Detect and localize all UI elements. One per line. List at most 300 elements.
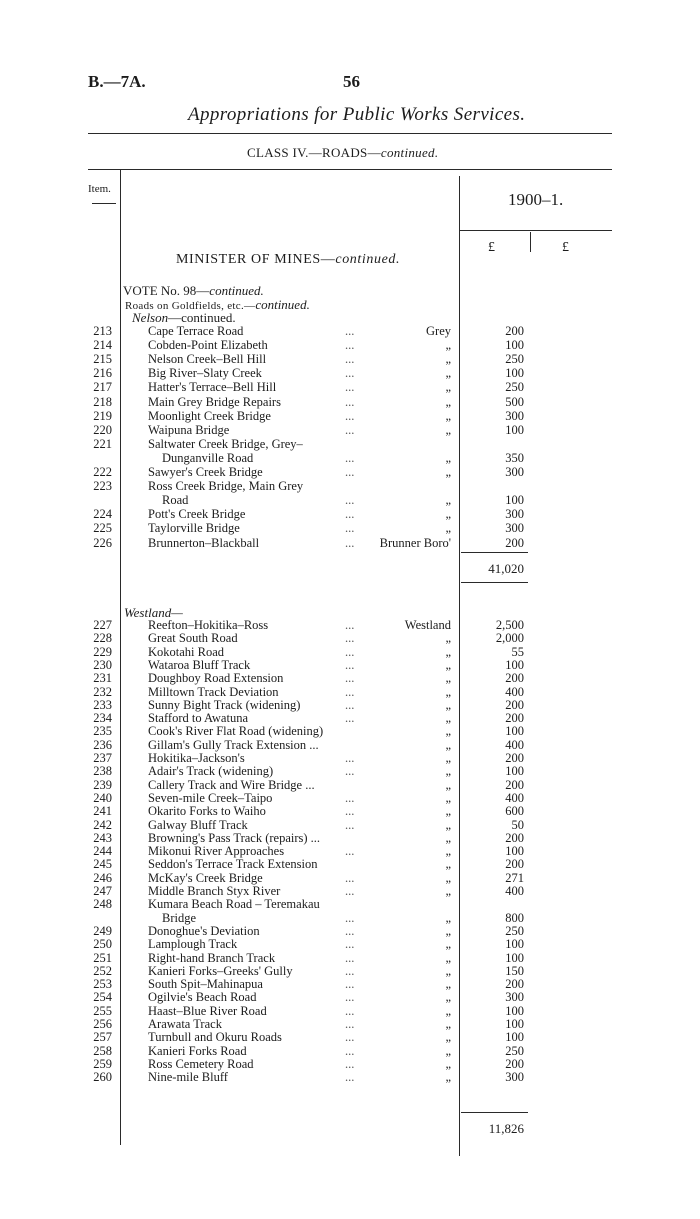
table-row [0,858,700,871]
table-row [0,832,700,845]
leader-dots: ... [345,870,355,885]
item-amount: 55 [511,644,524,659]
item-number: 235 [93,724,112,739]
item-amount: 200 [505,777,524,792]
leader-dots: ... [345,352,355,367]
item-name: Donoghue's Deviation [148,923,260,938]
item-amount: 100 [505,338,524,353]
item-name: Stafford to Awatuna [148,711,248,726]
table-row [0,885,700,898]
westland-subheading: Westland— [124,605,183,620]
item-name: Nelson Creek–Bell Hill [148,352,267,367]
nelson-total: 41,020 [488,561,524,576]
item-number: 239 [93,777,112,792]
item-amount: 100 [505,1030,524,1045]
item-location: „ [445,937,451,952]
item-name: Lamplough Track [148,937,238,952]
table-row [0,508,700,521]
item-number: 214 [93,338,112,353]
item-name: Hokitika–Jackson's [148,751,245,765]
item-amount: 200 [505,535,524,550]
item-amount: 300 [505,507,524,522]
item-amount: 350 [505,450,524,465]
table-row [0,619,700,632]
item-location: Brunner Boro' [379,535,451,550]
section-heading-cont: continued. [335,252,401,267]
table-row [0,991,700,1004]
item-location: „ [445,963,451,978]
item-location: „ [445,990,451,1005]
item-location: „ [445,950,451,965]
item-name: McKay's Creek Bridge [148,870,263,885]
vote-heading-cont: continued. [209,283,264,298]
item-name: Kanieri Forks–Greeks' Gully [148,963,293,978]
item-name: Middle Branch Styx River [148,884,281,898]
item-number: 226 [93,535,112,550]
item-name: Saltwater Creek Bridge, Grey– [148,436,303,451]
item-number: 228 [93,631,112,646]
item-amount: 100 [505,724,524,739]
leader-dots: ... [345,884,355,898]
item-name: Cape Terrace Road [148,324,244,338]
table-row [0,819,700,832]
item-amount: 200 [505,857,524,872]
item-location: „ [445,977,451,992]
roads-heading-main: Roads on Goldfields, etc.— [125,300,256,312]
leader-dots: ... [345,493,355,508]
leader-dots: ... [345,817,355,832]
table-row [0,424,700,437]
item-location: „ [445,857,451,872]
leader-dots: ... [345,910,355,925]
leader-dots: ... [345,521,355,536]
item-name: Browning's Pass Track (repairs) ... [148,830,321,845]
table-row [0,1045,700,1058]
leader-dots: ... [345,990,355,1005]
item-number: 252 [93,963,112,978]
item-number: 259 [93,1056,112,1071]
leader-dots: ... [345,507,355,522]
leader-dots: ... [345,644,355,659]
leader-dots: ... [345,711,355,726]
page-title: Appropriations for Public Works Services. [188,104,526,125]
item-location: „ [445,870,451,885]
leader-dots: ... [345,923,355,938]
item-number: 242 [93,817,112,832]
item-amount: 500 [505,394,524,409]
table-row [0,672,700,685]
item-location: „ [445,777,451,792]
leader-dots: ... [345,937,355,952]
leader-dots: ... [345,950,355,965]
item-location: „ [445,804,451,819]
table-row [0,872,700,885]
table-row [0,725,700,738]
item-amount: 200 [505,711,524,726]
table-row [0,438,700,451]
item-number: 254 [93,990,112,1005]
item-number: 219 [93,408,112,423]
item-amount: 200 [505,830,524,845]
item-name: Callery Track and Wire Bridge ... [148,777,315,792]
item-location: „ [445,507,451,522]
item-amount: 300 [505,465,524,479]
leader-dots: ... [345,408,355,423]
item-name: Great South Road [148,631,238,646]
item-amount: 300 [505,1070,524,1085]
item-number: 223 [93,479,112,494]
item-location: Westland [404,618,451,632]
item-name: Sawyer's Creek Bridge [148,465,263,479]
leader-dots: ... [345,394,355,409]
item-name: Okarito Forks to Waiho [148,804,266,819]
leader-dots: ... [345,844,355,859]
item-location: „ [445,671,451,686]
table-row [0,938,700,951]
leader-dots: ... [345,684,355,699]
item-name: Turnbull and Okuru Roads [148,1030,282,1045]
item-number: 255 [93,1003,112,1018]
item-location: „ [445,817,451,832]
leader-dots: ... [345,671,355,686]
item-amount: 100 [505,950,524,965]
item-name: Milltown Track Deviation [148,684,279,699]
item-location: „ [445,684,451,699]
leader-dots: ... [345,977,355,992]
item-amount: 250 [505,1043,524,1058]
item-name: Adair's Track (widening) [148,764,274,779]
item-name: Seddon's Terrace Track Extension [148,857,318,872]
item-amount: 200 [505,1056,524,1071]
table-row [0,712,700,725]
item-column-header: Item. [88,183,111,195]
item-location: „ [445,764,451,779]
item-number: 215 [93,352,112,367]
item-name: Bridge [162,910,197,925]
table-row [0,765,700,778]
table-row [0,452,700,465]
item-number: 257 [93,1030,112,1045]
vote-heading-main: VOTE No. 98— [123,283,210,298]
item-location: „ [445,380,451,395]
item-name: Reefton–Hokitika–Ross [148,618,269,632]
roads-heading-cont: continued. [255,297,310,312]
item-name: Right-hand Branch Track [148,950,276,965]
table-row [0,466,700,479]
page-number: 56 [343,72,360,91]
item-location: „ [445,465,451,479]
item-name: Moonlight Creek Bridge [148,408,271,423]
item-number: 243 [93,830,112,845]
leader-dots: ... [345,324,355,338]
item-name: Nine-mile Bluff [148,1070,228,1085]
item-amount: 271 [505,870,524,885]
year-header-underline [459,230,612,231]
nelson-subheading-main: Nelson [132,310,169,325]
document-code: B.—7A. [88,72,146,91]
item-number: 251 [93,950,112,965]
table-row [0,1018,700,1031]
table-row [0,978,700,991]
item-location: „ [445,697,451,712]
item-location: „ [445,711,451,726]
item-number: 220 [93,422,112,437]
item-number: 217 [93,380,112,395]
item-location: „ [445,657,451,672]
item-amount: 300 [505,521,524,536]
item-amount: 100 [505,764,524,779]
item-amount: 100 [505,493,524,508]
item-name: Gillam's Gully Track Extension ... [148,737,319,752]
table-row [0,494,700,507]
table-row [0,522,700,535]
item-name: Taylorville Bridge [148,521,240,536]
item-amount: 2,000 [495,631,524,646]
table-row [0,537,700,550]
item-number: 234 [93,711,112,726]
item-number: 229 [93,644,112,659]
item-location: „ [445,751,451,765]
leader-dots: ... [345,631,355,646]
item-location: „ [445,450,451,465]
amount-column-right-divider [530,232,531,252]
item-amount: 200 [505,751,524,765]
item-name: Ross Creek Bridge, Main Grey [148,479,304,494]
item-location: „ [445,1030,451,1045]
item-amount: 150 [505,963,524,978]
item-number: 248 [93,897,112,912]
item-number: 245 [93,857,112,872]
item-amount: 100 [505,366,524,381]
item-number: 253 [93,977,112,992]
class-heading-main: CLASS IV.—ROADS— [247,145,381,160]
item-number: 258 [93,1043,112,1058]
item-location: „ [445,1003,451,1018]
item-amount: 400 [505,684,524,699]
leader-dots: ... [345,450,355,465]
table-row [0,845,700,858]
table-row [0,396,700,409]
item-name: Wataroa Bluff Track [148,657,251,672]
table-row [0,646,700,659]
item-name: Ogilvie's Beach Road [148,990,257,1005]
leader-dots: ... [345,751,355,765]
item-number: 236 [93,737,112,752]
item-name: Haast–Blue River Road [148,1003,267,1018]
item-number: 244 [93,844,112,859]
item-number: 238 [93,764,112,779]
class-heading [247,145,438,161]
item-number: 260 [93,1070,112,1085]
item-location: „ [445,724,451,739]
item-number: 256 [93,1017,112,1031]
item-location: „ [445,644,451,659]
leader-dots: ... [345,1030,355,1045]
item-name: Brunnerton–Blackball [148,535,260,550]
item-number: 249 [93,923,112,938]
leader-dots: ... [345,1017,355,1031]
item-number: 213 [93,324,112,338]
item-location: „ [445,366,451,381]
item-location: „ [445,408,451,423]
pound-sign-right: £ [562,240,569,255]
item-number: 250 [93,937,112,952]
leader-dots: ... [345,1070,355,1085]
item-number: 221 [93,436,112,451]
table-row [0,1031,700,1044]
table-row [0,339,700,352]
table-row [0,792,700,805]
table-row [0,739,700,752]
item-amount: 100 [505,937,524,952]
item-location: „ [445,923,451,938]
item-amount: 100 [505,657,524,672]
item-amount: 100 [505,1017,524,1031]
table-row [0,805,700,818]
item-name: Kokotahi Road [148,644,225,659]
item-amount: 400 [505,884,524,898]
leader-dots: ... [345,697,355,712]
table-row [0,632,700,645]
item-amount: 300 [505,990,524,1005]
item-name: South Spit–Mahinapua [148,977,263,992]
item-number: 231 [93,671,112,686]
item-location: „ [445,1070,451,1085]
item-number: 241 [93,804,112,819]
item-location: „ [445,493,451,508]
section-heading [176,252,400,268]
table-row [0,699,700,712]
item-number: 240 [93,790,112,805]
item-location: „ [445,844,451,859]
item-name: Main Grey Bridge Repairs [148,394,281,409]
item-amount: 2,500 [495,618,524,632]
item-location: „ [445,1043,451,1058]
item-name: Pott's Creek Bridge [148,507,246,522]
item-number: 246 [93,870,112,885]
leader-dots: ... [345,535,355,550]
item-amount: 200 [505,671,524,686]
item-amount: 300 [505,408,524,423]
leader-dots: ... [345,657,355,672]
table-row [0,1071,700,1084]
item-name: Galway Bluff Track [148,817,248,832]
table-row [0,925,700,938]
item-location: „ [445,521,451,536]
table-row [0,898,700,911]
item-number: 227 [93,618,112,632]
item-location: „ [445,631,451,646]
table-row [0,965,700,978]
item-amount: 200 [505,324,524,338]
table-row [0,952,700,965]
item-name: Seven-mile Creek–Taipo [148,790,273,805]
item-location: „ [445,1056,451,1071]
item-number: 225 [93,521,112,536]
table-top-rule [88,169,612,170]
item-name: Cook's River Flat Road (widening) [148,724,324,739]
item-name: Dunganville Road [162,450,254,465]
item-number: 222 [93,465,112,479]
table-row [0,381,700,394]
table-row [0,659,700,672]
table-row [0,325,700,338]
item-amount: 250 [505,352,524,367]
item-amount: 50 [511,817,524,832]
leader-dots: ... [345,764,355,779]
item-location: „ [445,830,451,845]
item-name: Road [162,493,189,508]
nelson-subheading-cont: —continued. [168,310,236,325]
item-number: 216 [93,366,112,381]
leader-dots: ... [345,465,355,479]
table-row [0,353,700,366]
pound-sign-left: £ [488,240,495,255]
item-location: „ [445,737,451,752]
item-amount: 100 [505,422,524,437]
item-number: 232 [93,684,112,699]
title-rule [88,133,612,134]
item-amount: 200 [505,977,524,992]
item-number: 230 [93,657,112,672]
item-name: Kumara Beach Road – Teremakau [148,897,320,912]
item-amount: 100 [505,1003,524,1018]
leader-dots: ... [345,804,355,819]
item-name: Kanieri Forks Road [148,1043,247,1058]
item-name: Waipuna Bridge [148,422,230,437]
leader-dots: ... [345,1056,355,1071]
item-amount: 400 [505,790,524,805]
item-location: „ [445,394,451,409]
table-row [0,912,700,925]
nelson-total-rule-bottom [461,582,528,583]
item-name: Cobden-Point Elizabeth [148,338,268,353]
item-amount: 800 [505,910,524,925]
item-amount: 400 [505,737,524,752]
table-row [0,367,700,380]
item-name: Arawata Track [148,1017,222,1031]
westland-total: 11,826 [488,1121,524,1136]
leader-dots: ... [345,422,355,437]
item-location: „ [445,790,451,805]
item-amount: 600 [505,804,524,819]
leader-dots: ... [345,790,355,805]
year-column-header: 1900–1. [508,190,564,209]
item-number: 247 [93,884,112,898]
class-heading-cont: continued. [380,145,439,160]
table-row [0,480,700,493]
leader-dots: ... [345,1003,355,1018]
leader-dots: ... [345,380,355,395]
leader-dots: ... [345,366,355,381]
leader-dots: ... [345,1043,355,1058]
table-row [0,686,700,699]
item-location: „ [445,910,451,925]
item-amount: 250 [505,380,524,395]
item-location: „ [445,352,451,367]
item-location: „ [445,884,451,898]
item-number: 237 [93,751,112,765]
item-location: „ [445,1017,451,1031]
item-name: Big River–Slaty Creek [148,366,262,381]
table-row [0,1005,700,1018]
item-location: „ [445,422,451,437]
table-row [0,752,700,765]
leader-dots: ... [345,963,355,978]
item-amount: 100 [505,844,524,859]
item-name: Mikonui River Approaches [148,844,285,859]
item-location: Grey [426,324,451,338]
